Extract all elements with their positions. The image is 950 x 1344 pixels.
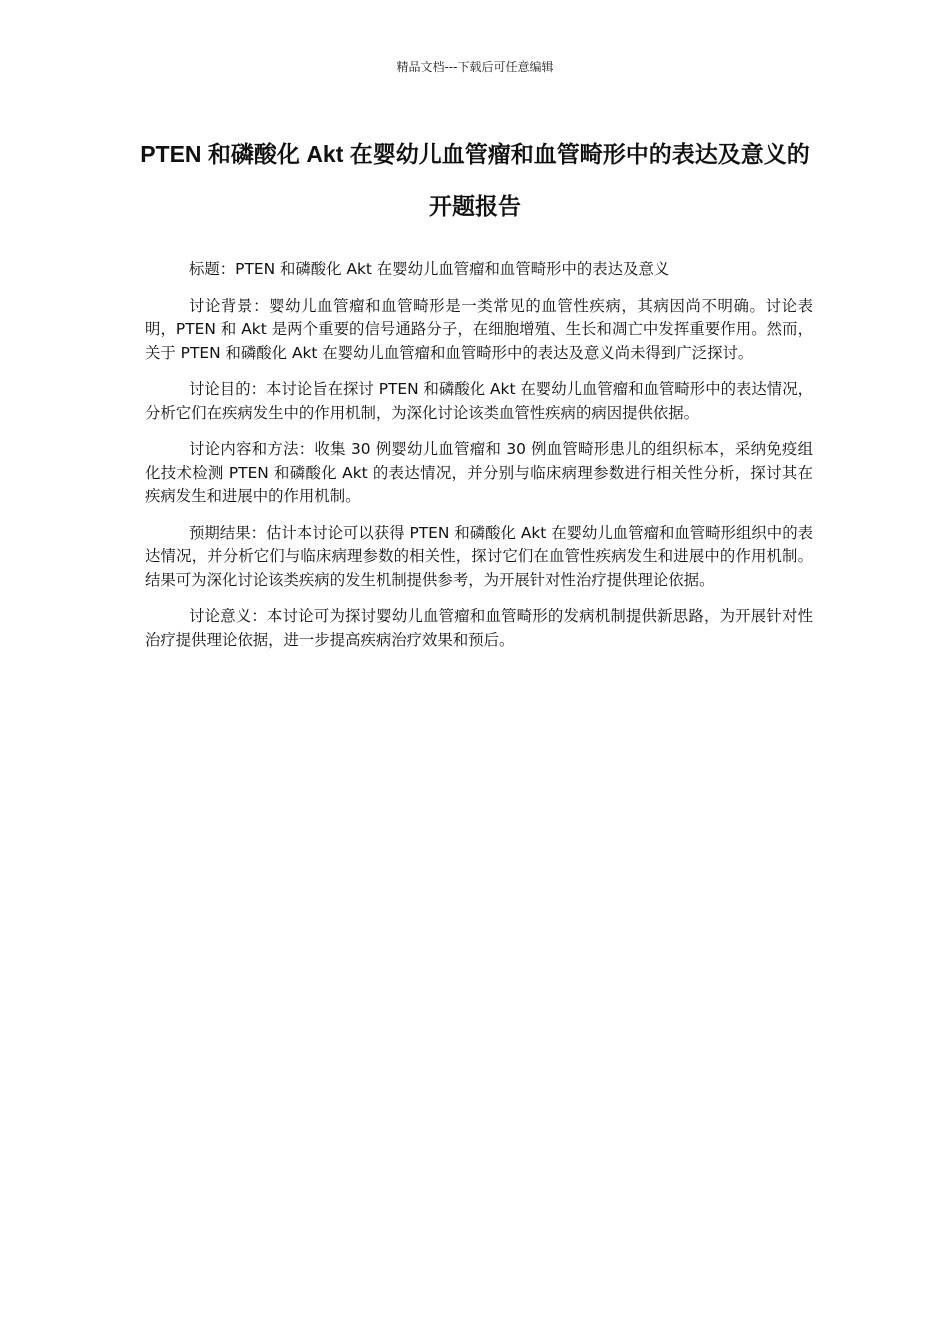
paragraph-expected-results: 预期结果：估计本讨论可以获得 PTEN 和磷酸化 Akt 在婴幼儿血管瘤和血管畸形组织中的表达情况，并分析它们与临床病理参数的相关性，探讨它们在血管性疾病发生和进展中的作用机制。结果可为深化讨论该类疾病的发生机制提供参考，为开展针对性治疗提供理论依据。 xyxy=(145,523,813,589)
paragraph-background: 讨论背景：婴幼儿血管瘤和血管畸形是一类常见的血管性疾病，其病因尚不明确。讨论表明，PTEN 和 Akt 是两个重要的信号通路分子，在细胞增殖、生长和凋亡中发挥重要作用。然而，关于 PTEN 和磷酸化 Akt 在婴幼儿血管瘤和血管畸形中的表达及意义尚未得到广泛探讨。 xyxy=(145,296,813,362)
paragraph-content-methods: 讨论内容和方法：收集 30 例婴幼儿血管瘤和 30 例血管畸形患儿的组织标本，采纳免疫组化技术检测 PTEN 和磷酸化 Akt 的表达情况，并分别与临床病理参数进行相关性分析，探讨其在疾病发生和进展中的作用机制。 xyxy=(145,440,813,505)
document-title: PTEN 和磷酸化 Akt 在婴幼儿血管瘤和血管畸形中的表达及意义的开题报告 xyxy=(140,141,810,219)
paragraph-significance: 讨论意义：本讨论可为探讨婴幼儿血管瘤和血管畸形的发病机制提供新思路，为开展针对性治疗提供理论依据，进一步提高疾病治疗效果和预后。 xyxy=(145,607,813,649)
paragraph-title-line: 标题：PTEN 和磷酸化 Akt 在婴幼儿血管瘤和血管畸形中的表达及意义 xyxy=(189,260,670,278)
document-body xyxy=(145,258,813,665)
header-note: 精品文档---下载后可任意编辑 xyxy=(396,60,554,74)
paragraph-purpose: 讨论目的：本讨论旨在探讨 PTEN 和磷酸化 Akt 在婴幼儿血管瘤和血管畸形中的表达情况，分析它们在疾病发生中的作用机制，为深化讨论该类血管性疾病的病因提供依据。 xyxy=(145,380,813,422)
